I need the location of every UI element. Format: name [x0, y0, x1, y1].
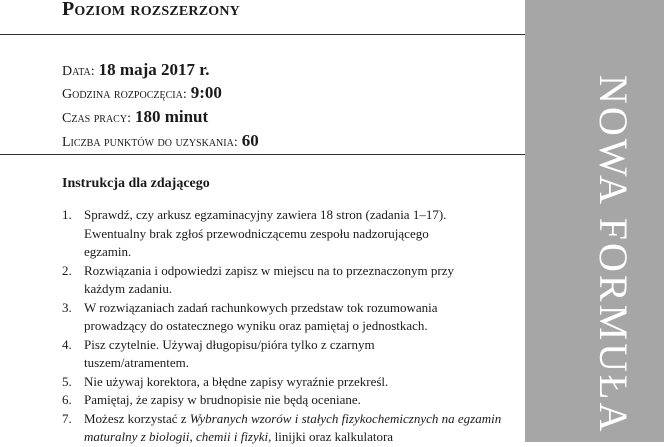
instruction-line: Rozwiązania i odpowiedzi zapisz w miejscu na to przeznaczonym przy — [84, 262, 454, 278]
instruction-number: 6. — [62, 392, 72, 407]
instruction-line — [84, 410, 522, 447]
instruction-line: egzamin. — [84, 244, 132, 259]
instruction-line: każdym zadaniu. — [84, 281, 173, 296]
exam-info-row-date — [62, 60, 259, 83]
instruction-line: Pamiętaj, że zapisy w brudnopisie nie będą oceniane. — [84, 392, 361, 407]
instruction-line: tuszem/atramentem. — [84, 355, 190, 370]
exam-info-value: 180 minut — [134, 107, 209, 126]
instruction-item — [62, 391, 522, 410]
exam-info-label: Czas pracy: — [62, 111, 131, 126]
side-band-label: NOWA FORMUŁA — [591, 75, 636, 435]
instruction-line: prowadzący do ostatecznego wyniku oraz pamiętaj o jednostkach. — [84, 318, 428, 333]
instruction-item — [62, 299, 522, 336]
instructions-list — [62, 206, 522, 447]
exam-info-label: Godzina rozpoczęcia: — [62, 87, 187, 102]
instruction-item — [62, 206, 522, 262]
instruction-line: Nie używaj korektora, a błędne zapisy wyraźnie przekreśl. — [84, 373, 389, 389]
exam-info-row-start-time — [62, 83, 259, 107]
divider-top — [0, 34, 525, 35]
exam-info-value: 18 maja 2017 r. — [98, 60, 210, 79]
instruction-text: Możesz korzystać z — [84, 410, 190, 426]
instruction-item — [62, 373, 522, 392]
instruction-number: 2. — [62, 262, 72, 278]
instruction-line: Ewentualny brak zgłoś przewodniczącemu zespołu nadzorującego — [84, 225, 429, 241]
divider-middle — [0, 154, 525, 155]
instruction-text: , linijki oraz kalkulatora — [268, 429, 394, 444]
exam-info-value: 9:00 — [190, 83, 222, 102]
exam-info-label: Data: — [62, 64, 95, 79]
instruction-item — [62, 262, 522, 299]
instruction-line: Pisz czytelnie. Używaj długopisu/pióra tylko z czarnym — [84, 336, 375, 352]
instruction-line: Sprawdź, czy arkusz egzaminacyjny zawiera 18 stron (zadania 1–17). — [84, 207, 447, 222]
instruction-number: 7. — [62, 410, 72, 426]
exam-level-title: Poziom rozszerzony — [62, 0, 240, 20]
instructions-title: Instrukcja dla zdającego — [62, 176, 210, 191]
instruction-item — [62, 336, 522, 373]
instruction-line: W rozwiązaniach zadań rachunkowych przedstaw tok rozumowania — [84, 299, 438, 315]
instruction-number: 4. — [62, 336, 72, 352]
exam-info-label: Liczba punktów do uzyskania: — [62, 135, 238, 150]
instruction-number: 5. — [62, 373, 72, 389]
exam-info-row-points — [62, 131, 259, 155]
instruction-number: 3. — [62, 299, 72, 315]
exam-info-row-duration — [62, 107, 259, 131]
exam-info-block — [62, 60, 259, 155]
instruction-item — [62, 410, 522, 447]
exam-info-value: 60 — [241, 131, 259, 150]
instruction-number: 1. — [62, 207, 72, 222]
instruction-text-italic: Wybranych wzorów i stałych fizykochemicznych na egzamin maturalny z biologii, chemii i fizyki — [84, 410, 502, 444]
